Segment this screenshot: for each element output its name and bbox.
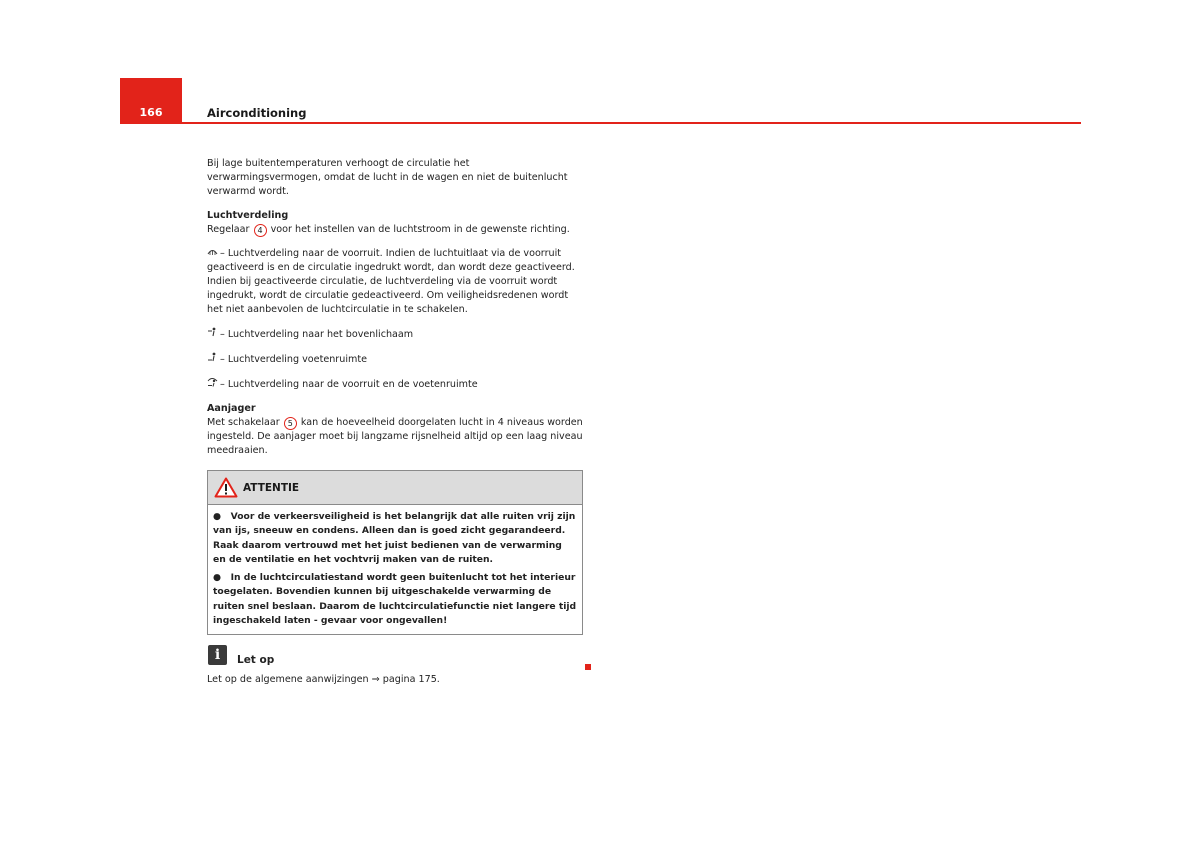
section-end-marker: [585, 664, 591, 670]
warning-header: [208, 471, 582, 505]
distribution-control-paragraph: [207, 223, 583, 237]
blower-paragraph: [207, 416, 583, 458]
air-windshield-footwell-icon: [207, 377, 220, 392]
footwell-paragraph: [207, 352, 583, 367]
windshield-footwell-paragraph: [207, 377, 583, 392]
windshield-paragraph: [207, 247, 583, 317]
warning-item: ● Voor de verkeersveiligheid is het belangrijk dat alle ruiten vrij zijn van ijs, sneeuw en condens. Alleen dan is goed zicht gegarandeerd. Raak daarom vertrouwd met het juist bedienen van de verwarming en de ventilatie en het vochtvrij maken van de ruiten.: [213, 511, 576, 565]
intro-paragraph: Bij lage buitentemperaturen verhoogt de circulatie het verwarmingsvermogen, omdat de lucht in de wagen en niet de buitenlucht verwarmd wordt.: [207, 158, 568, 197]
blower-text-pre: Met schakelaar: [207, 417, 280, 428]
section-title: Airconditioning: [207, 106, 307, 120]
control-ref-badge: 4: [254, 224, 267, 237]
info-icon: i: [208, 645, 227, 665]
page-number: 166: [139, 106, 163, 119]
footwell-text: – Luchtverdeling voetenruimte: [220, 354, 368, 365]
note-header: [207, 645, 583, 673]
windshield-defrost-icon: [207, 247, 220, 261]
control-text-pre: Regelaar: [207, 224, 250, 235]
warning-item-text: In de luchtcirculatiestand wordt geen buitenlucht tot het interieur toegelaten. Bovendien kunnen bij uitgeschakelde verwarming de ruiten snel beslaan. Daarom de luchtcirculatiefunctie niet langere tijd ingeschakeld laten - gevaar voor ongevallen!: [213, 572, 577, 627]
warning-box: [207, 470, 583, 635]
note-title: Let op: [237, 654, 275, 667]
upper-body-text: – Luchtverdeling naar het bovenlichaam: [220, 329, 414, 340]
upper-body-paragraph: [207, 327, 583, 342]
header-rule: [120, 122, 1081, 124]
windshield-footwell-text: – Luchtverdeling naar de voorruit en de voetenruimte: [220, 379, 478, 390]
warning-title: ATTENTIE: [243, 482, 300, 494]
warning-triangle-icon: [214, 477, 238, 498]
warning-item: ● In de luchtcirculatiestand wordt geen buitenlucht tot het interieur toegelaten. Bovendien kunnen bij uitgeschakelde verwarming de ruiten snel beslaan. Daarom de luchtcirculatiefunctie niet langere tijd ingeschakeld laten - gevaar voor ongevallen!: [213, 572, 577, 627]
warning-body: [208, 505, 582, 634]
windshield-text: – Luchtverdeling naar de voorruit. Indien de luchtuitlaat via de voorruit geactiveerd is en de circulatie ingedrukt wordt, dan wordt deze geactiveerd. Indien bij geactiveerde circulatie, de luchtverdeling via de voorruit wordt ingedrukt, wordt de circulatie gedeactiveerd. Om veiligheidsredenen wordt het niet aanbevolen de luchtcirculatie in te schakelen.: [207, 248, 575, 315]
switch-ref-badge: 5: [284, 417, 297, 430]
blower-text-post: kan de hoeveelheid doorgelaten lucht in 4 niveaus worden ingesteld. De aanjager moet bij langzame rijsnelheid altijd op een laag niveau meedraaien.: [207, 417, 583, 456]
control-text-post: voor het instellen van de luchtstroom in de gewenste richting.: [270, 224, 570, 235]
air-upper-body-icon: [207, 327, 220, 342]
main-content: [207, 157, 583, 687]
note-text: Let op de algemene aanwijzingen ⇒ pagina 175.: [207, 674, 440, 686]
warning-item-text: Voor de verkeersveiligheid is het belangrijk dat alle ruiten vrij zijn van ijs, sneeuw en condens. Alleen dan is goed zicht gegarandeerd. Raak daarom vertrouwd met het juist bedienen van de verwarming en de ventilatie en het vochtvrij maken van de ruiten.: [213, 511, 576, 565]
distribution-heading: Luchtverdeling: [207, 210, 289, 221]
air-footwell-icon: [207, 352, 220, 367]
blower-heading: Aanjager: [207, 403, 256, 414]
